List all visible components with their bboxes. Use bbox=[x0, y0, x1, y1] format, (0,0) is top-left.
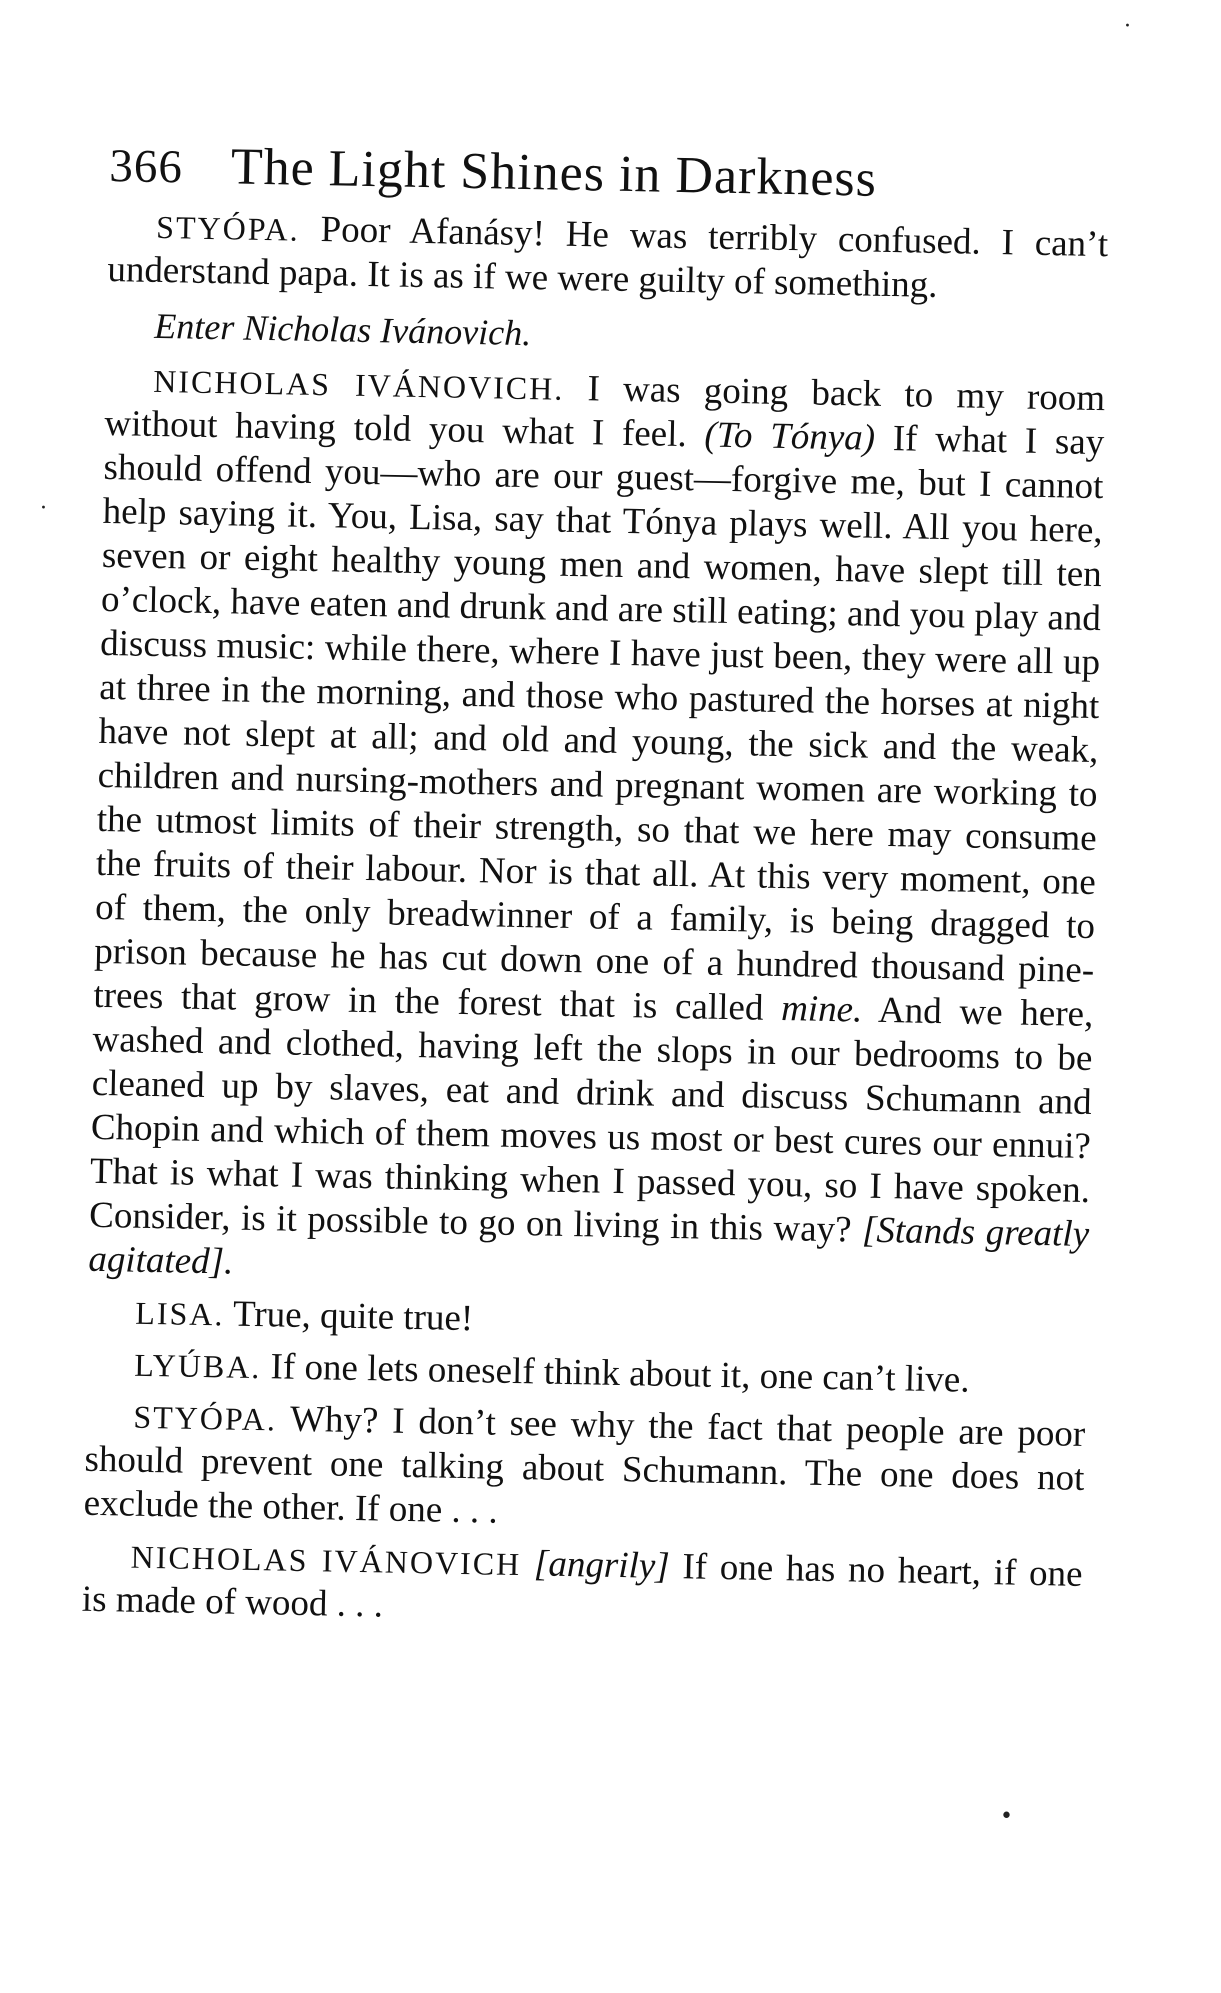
dialogue-text: And we here, washed and clothed, having left the slops in our bedrooms to be cleaned up by slaves, eat and drink and discuss Schumann and Chopin and which of them moves us most or best cures our ennui? That is what I was thinking when I passed you, so I have spoken. Consider, is it possible to go on living in this way? bbox=[88, 989, 1094, 1251]
dialogue-paragraph bbox=[87, 1290, 1088, 1353]
dialogue-paragraph bbox=[83, 1394, 1085, 1545]
scan-mark: • bbox=[1000, 1804, 1013, 1829]
speaker-name: LISA. bbox=[135, 1294, 225, 1333]
scan-mark: · bbox=[40, 496, 47, 521]
dialogue-text: If one lets oneself think about it, one can’t live. bbox=[270, 1346, 970, 1401]
page-number: 366 bbox=[108, 139, 184, 194]
dialogue-text: If one has no heart, if one is made of wood . . . bbox=[81, 1546, 1083, 1626]
speaker-name: NICHOLAS IVÁNOVICH bbox=[130, 1538, 522, 1583]
dialogue-paragraph bbox=[88, 358, 1106, 1301]
speaker-name: STYÓPA. bbox=[133, 1398, 278, 1438]
running-title: The Light Shines in Darkness bbox=[230, 138, 878, 208]
stage-direction: Enter Nicholas Ivánovich. bbox=[153, 305, 532, 354]
dialogue-paragraph bbox=[107, 204, 1109, 311]
dialogue-text: If what I say should offend you—who are our guest—forgive me, but I cannot help saying it. You, Lisa, say that Tónya plays well. All you here, seven or eight healthy young men and women, have slept till ten o’clock, have eaten and drunk and are still eating; and you play and discuss music: while there, where I have just been, they were all up at three in the morning, and those who pastured the horses at night have not slept at all; and old and young, the sick and the weak, children and nursing-mothers and pregnant women are working to the utmost limits of their strength, so that we here may consume the fruits of their labour. Nor is that all. At this very moment, one of them, the only breadwinner of a family, is being dragged to prison because he has cut down one of a hundred thousand pine-trees that grow in the forest that is called bbox=[93, 418, 1105, 1029]
inline-stage-direction: [Stands greatly agitated]. bbox=[88, 1209, 1090, 1283]
dialogue-text: True, quite true! bbox=[232, 1293, 474, 1340]
dialogue-text: Why? I don’t see why the fact that people are poor should prevent one talking about Schumann. The one does not exclude the other. If one . . . bbox=[83, 1398, 1086, 1532]
inline-stage-direction: (To Tónya) bbox=[704, 414, 876, 459]
scan-mark: · bbox=[1124, 14, 1131, 39]
dialogue-text: Poor Afanásy! He was terribly confused. I can’t understand papa. It is as if we were guilty of something. bbox=[107, 209, 1109, 306]
inline-stage-direction: [angrily] bbox=[533, 1543, 671, 1588]
speaker-name: NICHOLAS IVÁNOVICH. bbox=[152, 362, 565, 407]
dialogue-text: I was going back to my room without having told you what I feel. bbox=[104, 368, 1106, 456]
dialogue-paragraph bbox=[86, 1342, 1087, 1405]
speaker-name: STYÓPA. bbox=[155, 208, 301, 248]
page-content bbox=[81, 135, 1110, 1649]
page-header bbox=[109, 135, 1110, 213]
emphasis: mine. bbox=[780, 988, 863, 1031]
dialogue-paragraph bbox=[81, 1534, 1083, 1641]
speaker-name: LYÚBA. bbox=[134, 1346, 262, 1386]
